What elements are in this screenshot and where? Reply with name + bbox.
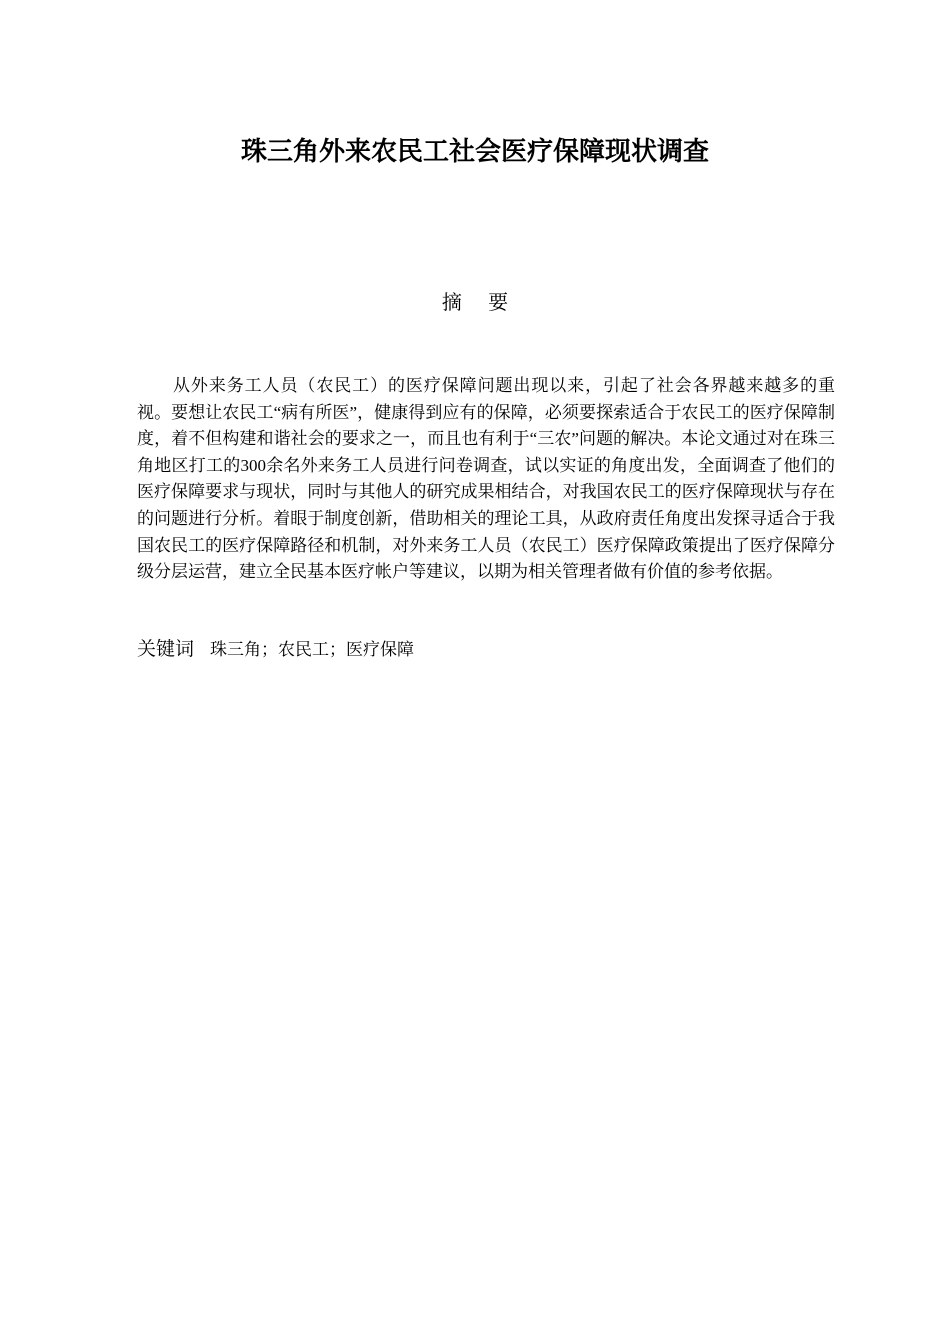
keywords-line xyxy=(137,634,835,666)
abstract-paragraph: 从外来务工人员（农民工）的医疗保障问题出现以来，引起了社会各界越来越多的重视。要想让农民工“病有所医”，健康得到应有的保障，必须要探索适合于农民工的医疗保障制度，着不但构建和谐社会的要求之一，而且也有利于“三农”问题的解决。本论文通过对在珠三角地区打工的300余名外来务工人员进行问卷调查，试以实证的角度出发，全面调查了他们的医疗保障要求与现状，同时与其他人的研究成果相结合，对我国农民工的医疗保障现状与存在的问题进行分析。着眼于制度创新，借助相关的理论工具，从政府责任角度出发探寻适合于我国农民工的医疗保障路径和机制，对外来务工人员（农民工）医疗保障政策提出了医疗保障分级分层运营，建立全民基本医疗帐户等建议，以期为相关管理者做有价值的参考依据。 xyxy=(137,376,835,582)
document-title: 珠三角外来农民工社会医疗保障现状调查 xyxy=(240,137,709,167)
keywords-text: 珠三角；农民工；医疗保障 xyxy=(210,640,415,659)
abstract-heading: 摘 要 xyxy=(441,290,519,314)
keywords-label: 关键词 xyxy=(137,638,195,660)
